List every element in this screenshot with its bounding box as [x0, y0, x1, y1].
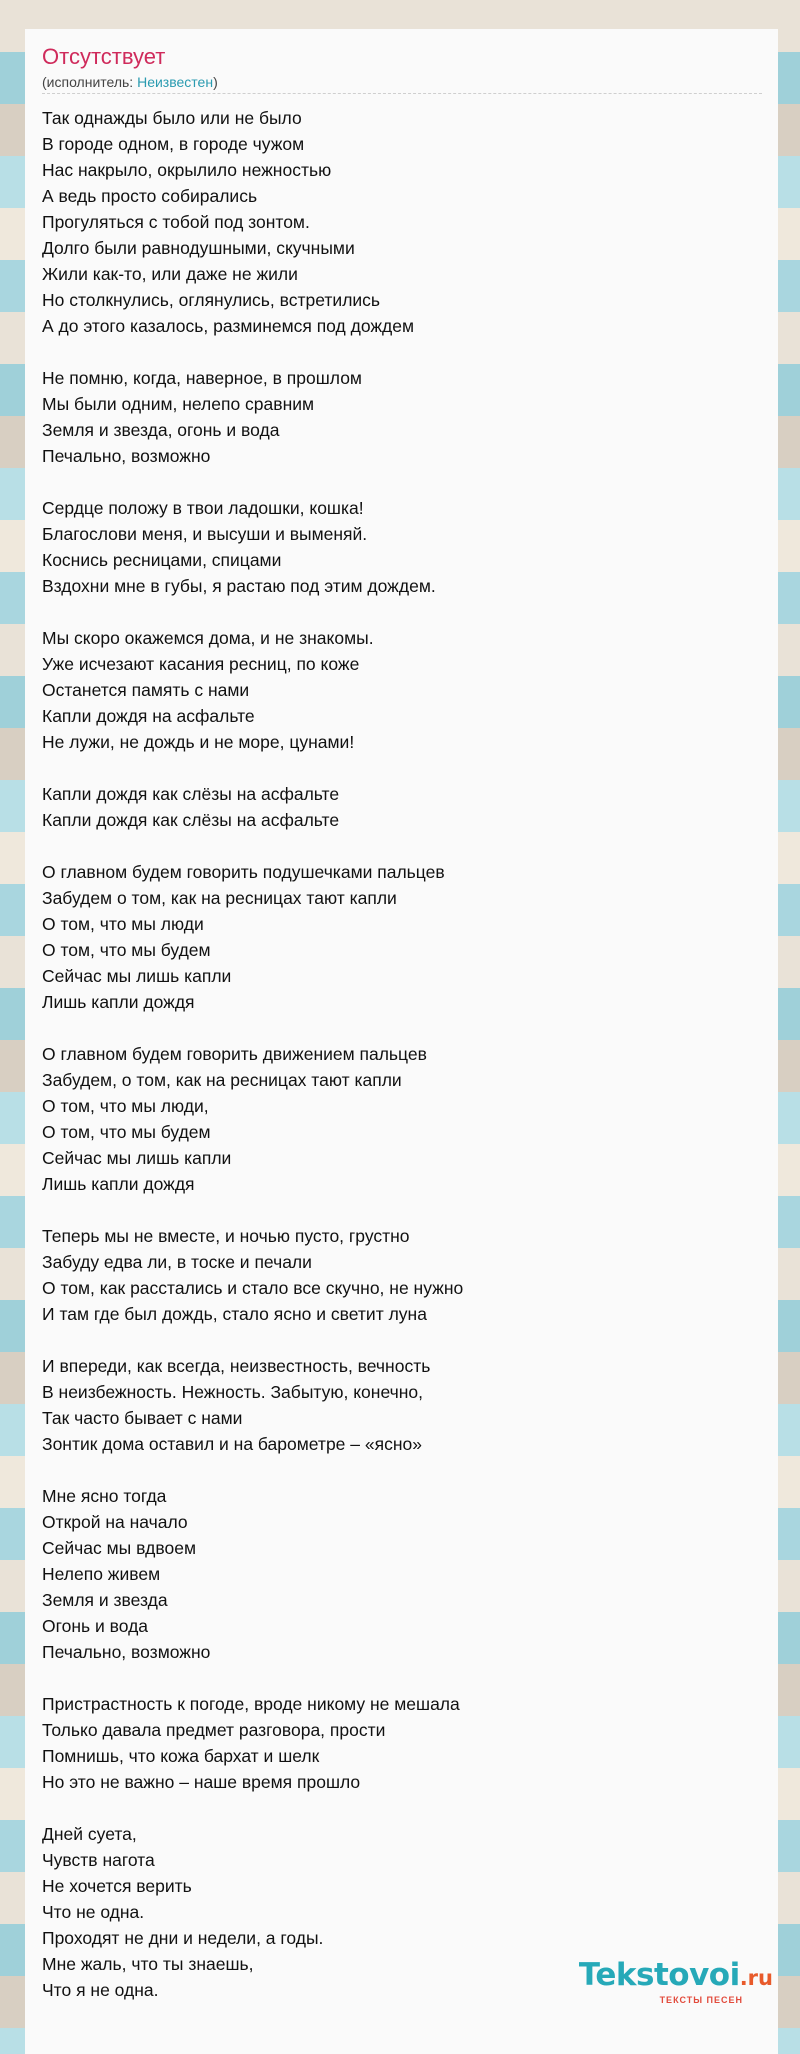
lyric-line: Только давала предмет разговора, прости [42, 1720, 386, 1740]
song-title: Отсутствует [42, 44, 166, 69]
lyric-line: Открой на начало [42, 1512, 188, 1532]
lyric-line: И впереди, как всегда, неизвестность, вечность [42, 1356, 431, 1376]
lyric-line: Капли дождя как слёзы на асфальте [42, 784, 340, 804]
stanza [42, 365, 762, 469]
lyric-line: Дней суета, [42, 1824, 137, 1844]
stanza [42, 1483, 762, 1665]
lyric-line: Жили как-то, или даже не жили [42, 264, 298, 284]
lyric-line: Останется память с нами [42, 680, 250, 700]
lyric-line: Лишь капли дождя [42, 992, 195, 1012]
lyric-line: Долго были равнодушными, скучными [42, 238, 355, 258]
lyric-line: Забудем о том, как на ресницах тают капли [42, 888, 397, 908]
lyric-line: Не помню, когда, наверное, в прошлом [42, 368, 362, 388]
lyric-line: Сейчас мы вдвоем [42, 1538, 196, 1558]
lyric-line: О том, что мы будем [42, 1122, 211, 1142]
lyric-line: Капли дождя на асфальте [42, 706, 255, 726]
lyric-line: Пристрастность к погоде, вроде никому не мешала [42, 1694, 460, 1714]
stanza [42, 495, 762, 599]
lyric-line: Земля и звезда, огонь и вода [42, 420, 280, 440]
lyric-line: Печально, возможно [42, 446, 211, 466]
logo-tagline: ТЕКСТЫ ПЕСЕН [659, 1995, 743, 2005]
lyric-line: О главном будем говорить подушечками пальцев [42, 862, 445, 882]
lyric-line: Но это не важно – наше время прошло [42, 1772, 361, 1792]
lyric-line: Нас накрыло, окрылило нежностью [42, 160, 332, 180]
lyric-line: В городе одном, в городе чужом [42, 134, 305, 154]
lyric-line: О том, что мы будем [42, 940, 211, 960]
lyric-line: Сейчас мы лишь капли [42, 966, 232, 986]
lyric-line: Вздохни мне в губы, я растаю под этим дождем. [42, 576, 436, 596]
stanza [42, 1353, 762, 1457]
lyric-line: Но столкнулись, оглянулись, встретились [42, 290, 381, 310]
logo-wordmark [579, 1956, 773, 1997]
lyric-line: Огонь и вода [42, 1616, 149, 1636]
lyric-line: Чувств нагота [42, 1850, 155, 1870]
lyric-line: Что я не одна. [42, 1980, 159, 2000]
lyric-line: В неизбежность. Нежность. Забытую, конечно, [42, 1382, 423, 1402]
stanza [42, 105, 762, 339]
lyric-line: Сейчас мы лишь капли [42, 1148, 232, 1168]
stanza [42, 781, 762, 833]
stanza [42, 1691, 762, 1795]
lyric-line: Коснись ресницами, спицами [42, 550, 282, 570]
lyric-line: Зонтик дома оставил и на барометре – «ясно» [42, 1434, 422, 1454]
lyric-line: А ведь просто собирались [42, 186, 258, 206]
stanza [42, 859, 762, 1015]
artist-line [42, 73, 218, 91]
lyric-line: О том, что мы люди [42, 914, 204, 934]
lyric-line: Нелепо живем [42, 1564, 161, 1584]
lyric-line: Мне жаль, что ты знаешь, [42, 1954, 254, 1974]
lyric-line: Теперь мы не вместе, и ночью пусто, грустно [42, 1226, 410, 1246]
lyrics-text [42, 105, 762, 2029]
lyric-line: Забуду едва ли, в тоске и печали [42, 1252, 312, 1272]
lyric-line: Печально, возможно [42, 1642, 211, 1662]
artist-suffix: ) [213, 74, 218, 90]
title-divider [42, 93, 762, 94]
lyric-line: Уже исчезают касания ресниц, по коже [42, 654, 360, 674]
lyric-line: Так часто бывает с нами [42, 1408, 243, 1428]
logo-domain: .ru [739, 1966, 773, 1990]
lyric-line: О том, что мы люди, [42, 1096, 209, 1116]
site-logo[interactable] [543, 1956, 773, 2016]
lyric-line: Мы скоро окажемся дома, и не знакомы. [42, 628, 374, 648]
lyric-line: Мне ясно тогда [42, 1486, 167, 1506]
lyric-line: Не лужи, не дождь и не море, цунами! [42, 732, 355, 752]
lyric-line: Благослови меня, и высуши и выменяй. [42, 524, 368, 544]
lyric-line: Капли дождя как слёзы на асфальте [42, 810, 340, 830]
lyric-line: Сердце положу в твои ладошки, кошка! [42, 498, 364, 518]
lyric-line: Проходят не дни и недели, а годы. [42, 1928, 324, 1948]
lyric-line: Так однажды было или не было [42, 108, 302, 128]
stanza [42, 1223, 762, 1327]
lyric-line: Забудем, о том, как на ресницах тают капли [42, 1070, 402, 1090]
logo-name: Tekstovoi [578, 1957, 740, 1993]
lyrics-card [25, 29, 778, 2054]
lyric-line: Земля и звезда [42, 1590, 168, 1610]
stanza [42, 625, 762, 755]
lyric-line: А до этого казалось, разминемся под дождем [42, 316, 415, 336]
lyric-line: Лишь капли дождя [42, 1174, 195, 1194]
lyric-line: Не хочется верить [42, 1876, 192, 1896]
lyric-line: О главном будем говорить движением пальцев [42, 1044, 427, 1064]
lyric-line: Помнишь, что кожа бархат и шелк [42, 1746, 320, 1766]
lyric-line: И там где был дождь, стало ясно и светит луна [42, 1304, 427, 1324]
artist-link[interactable]: Неизвестен [137, 74, 214, 90]
lyric-line: Что не одна. [42, 1902, 145, 1922]
lyric-line: О том, как расстались и стало все скучно, не нужно [42, 1278, 464, 1298]
stanza [42, 1041, 762, 1197]
artist-prefix: (исполнитель: [42, 74, 138, 90]
lyric-line: Мы были одним, нелепо сравним [42, 394, 315, 414]
lyric-line: Прогуляться с тобой под зонтом. [42, 212, 310, 232]
